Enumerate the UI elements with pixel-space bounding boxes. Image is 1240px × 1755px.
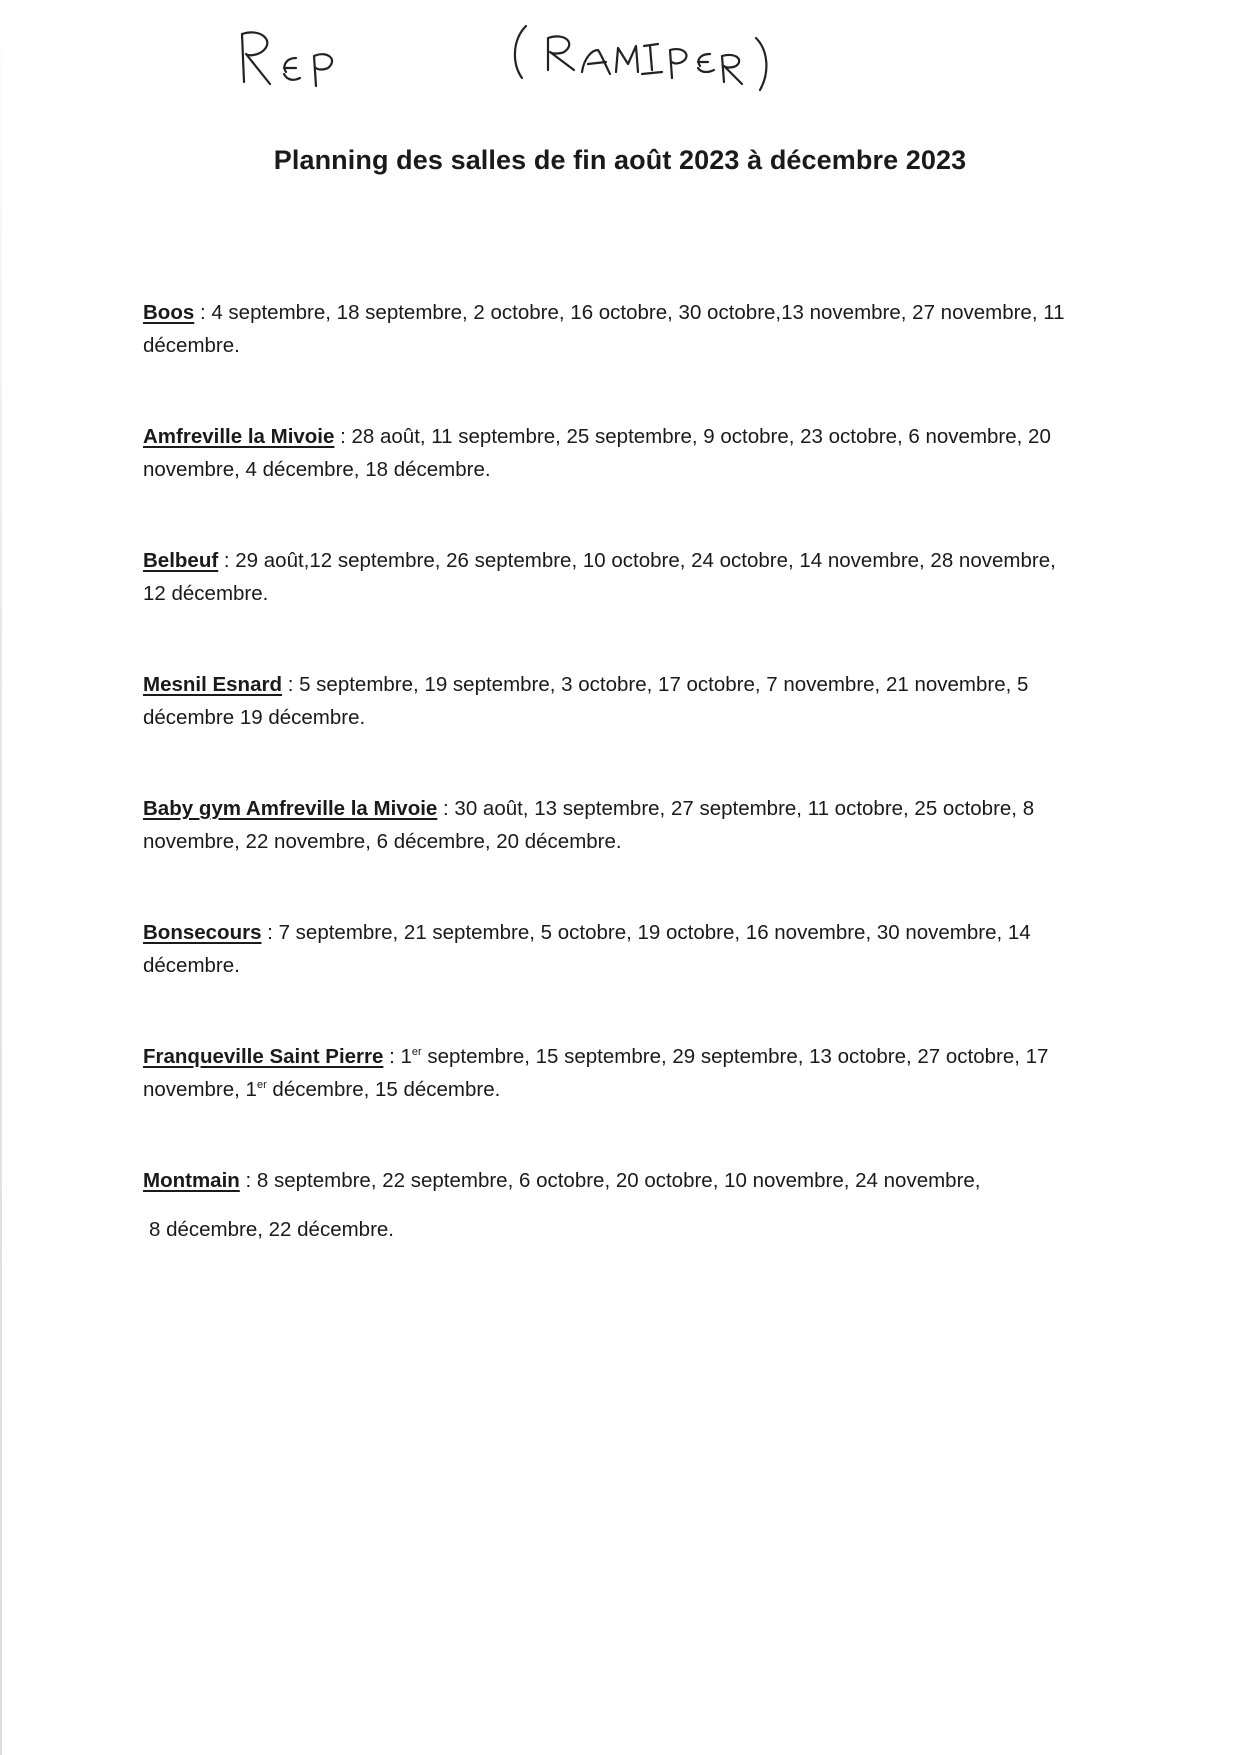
schedule-entry-boos xyxy=(143,296,1083,420)
schedule-entry-baby-gym xyxy=(143,792,1083,916)
salle-dates: : 29 août,12 septembre, 26 septembre, 10 octobre, 24 octobre, 14 novembre, 28 novembre, 12 décembre. xyxy=(143,549,1056,605)
salle-name: Baby gym Amfreville la Mivoie xyxy=(143,797,438,820)
salle-dates: : 30 août, 13 septembre, 27 septembre, 11 octobre, 25 octobre, 8 novembre, 22 novembre, 6 décembre, 20 décembre. xyxy=(143,797,1035,853)
salle-name: Bonsecours xyxy=(143,921,262,944)
salle-dates: : 28 août, 11 septembre, 25 septembre, 9 octobre, 23 octobre, 6 novembre, 20 novembre, 4 décembre, 18 décembre. xyxy=(143,425,1051,481)
salle-dates-line: 8 décembre, 22 décembre. xyxy=(149,1218,394,1241)
salle-dates: : 7 septembre, 21 septembre, 5 octobre, 19 octobre, 16 novembre, 30 novembre, 14 décembre. xyxy=(143,921,1031,977)
salle-dates-part: : 1 xyxy=(383,1045,412,1068)
salle-name: Mesnil Esnard xyxy=(143,673,282,696)
schedule-entry-amfreville xyxy=(143,420,1083,544)
salle-name: Boos xyxy=(143,301,195,324)
schedule-list xyxy=(143,296,1083,1288)
salle-name: Montmain xyxy=(143,1169,240,1192)
page-title: Planning des salles de fin août 2023 à décembre 2023 xyxy=(273,145,967,175)
salle-dates-part: septembre, 15 septembre, 29 septembre, 13 octobre, 27 octobre, 17 novembre, 1 xyxy=(143,1045,1049,1101)
schedule-entry-bonsecours xyxy=(143,916,1083,1040)
schedule-entry-belbeuf xyxy=(143,544,1083,668)
salle-dates-line: : 8 septembre, 22 septembre, 6 octobre, 20 octobre, 10 novembre, 24 novembre, xyxy=(239,1169,981,1192)
schedule-entry-montmain xyxy=(143,1164,1083,1288)
salle-dates-part: décembre, 15 décembre. xyxy=(266,1078,501,1101)
salle-name: Franqueville Saint Pierre xyxy=(143,1045,384,1068)
salle-dates: : 5 septembre, 19 septembre, 3 octobre, 17 octobre, 7 novembre, 21 novembre, 5 décembre 19 décembre. xyxy=(143,673,1029,729)
handwritten-annotation xyxy=(230,20,790,100)
salle-name: Belbeuf xyxy=(143,549,219,572)
ordinal-suffix: er xyxy=(256,1079,267,1092)
salle-dates: : 4 septembre, 18 septembre, 2 octobre, 16 octobre, 30 octobre,13 novembre, 27 novembre, 11 décembre. xyxy=(143,301,1065,357)
salle-name: Amfreville la Mivoie xyxy=(143,425,335,448)
schedule-entry-franqueville xyxy=(143,1040,1083,1164)
ordinal-suffix: er xyxy=(411,1046,422,1059)
schedule-entry-mesnil-esnard xyxy=(143,668,1083,792)
scan-edge xyxy=(0,0,2,1755)
